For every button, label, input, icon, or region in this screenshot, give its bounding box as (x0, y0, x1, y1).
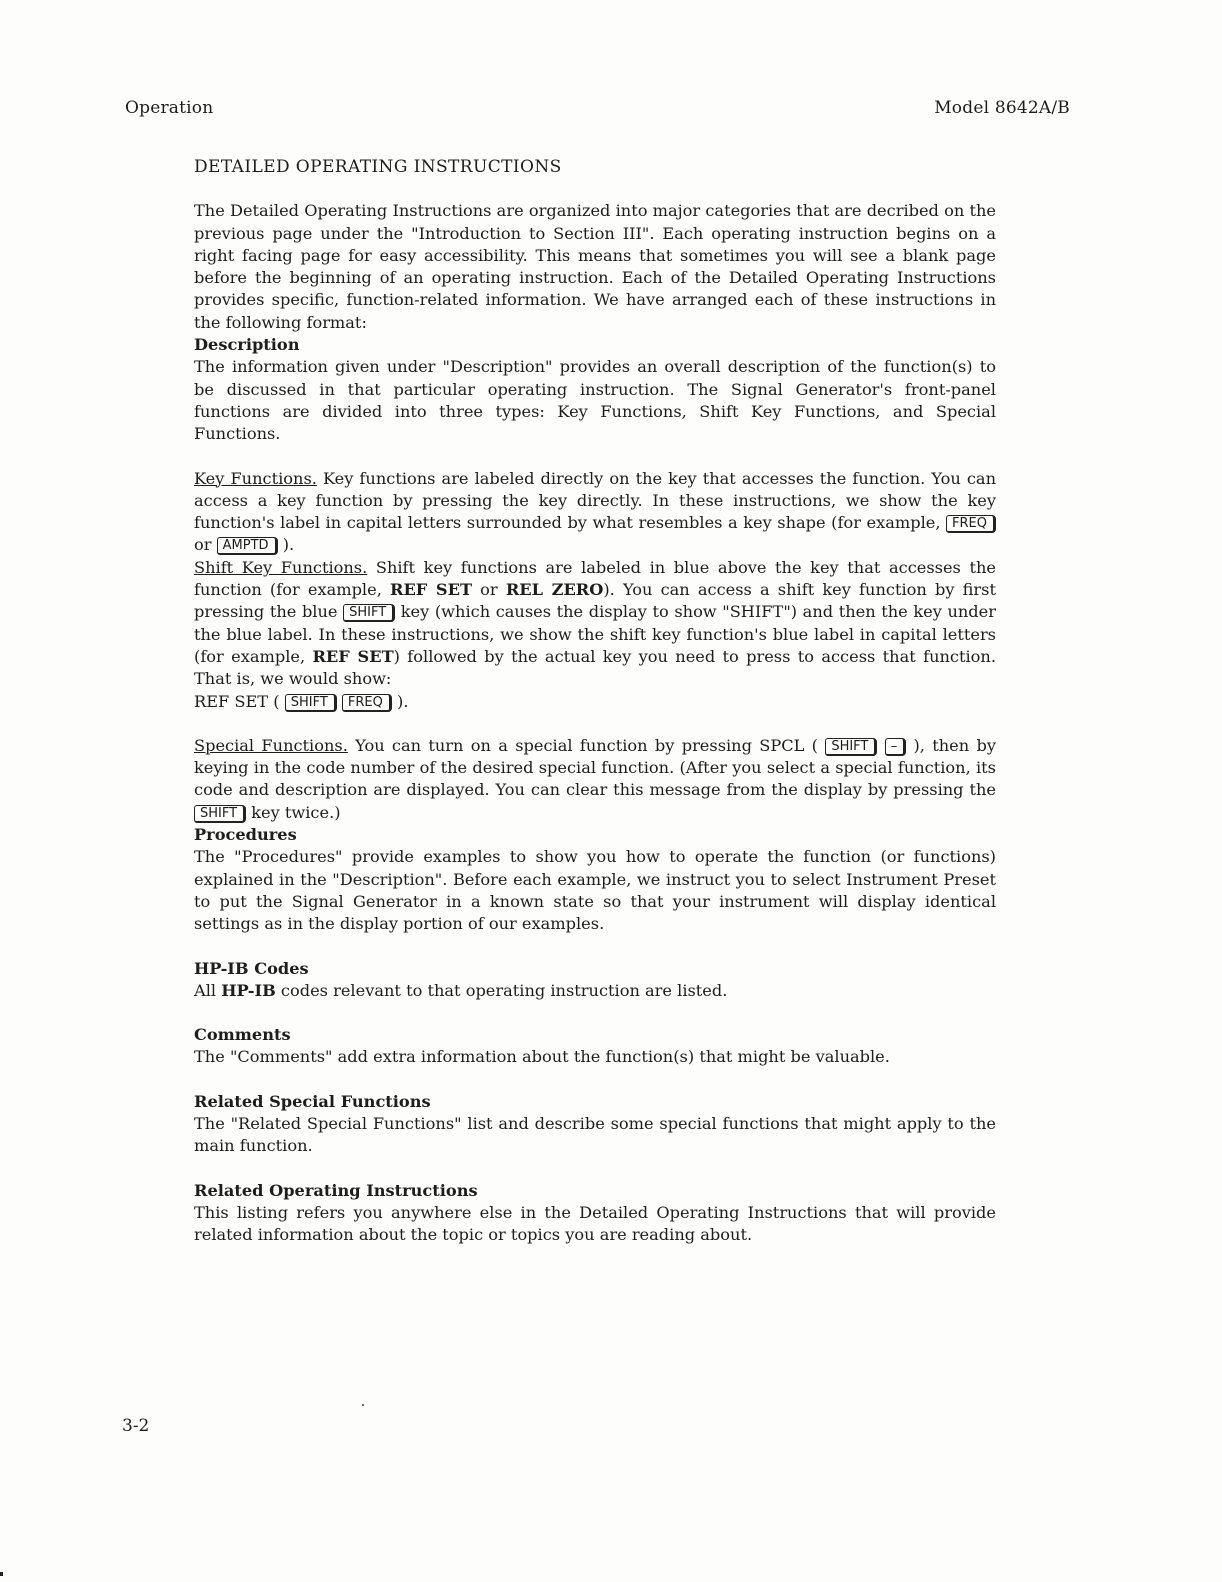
running-header-left: Operation (125, 98, 214, 118)
related-special-text: The "Related Special Functions" list and describe some special functions that might apply to the main function. (194, 1113, 996, 1156)
shift-text-3: ). You can access a shift key function by first pressing the blue (194, 580, 996, 622)
key-functions-text-1: Key functions are labeled directly on the key that accesses the function. You can access a key function by pressing the key directly. In these instructions, we show the key function's label in capital letters surrounded by what resembles a key shape (for example, (194, 468, 996, 533)
description-section (194, 334, 996, 445)
comments-section (194, 1024, 996, 1069)
key-functions-heading: Key Functions. (194, 468, 317, 488)
shift-key-icon: SHIFT (343, 604, 395, 622)
key-functions-text-3: ). (277, 535, 295, 555)
shift-text-1: Shift key functions are labeled in blue above the key that accesses the function (for example, (194, 557, 996, 600)
procedures-text: The "Procedures" provide examples to show you how to operate the function (or functions) explained in the "Description". Before each example, we instruct you to select Instrument Preset to put the Signal Generator in a known state so that your instrument will display identical settings as in the display portion of our examples. (194, 847, 996, 934)
comments-text: The "Comments" add extra information about the function(s) that might be valuable. (194, 1047, 890, 1067)
page-number: 3-2 (122, 1416, 150, 1436)
hpib-bold: HP-IB (221, 980, 276, 1000)
scan-speck (362, 1404, 364, 1406)
shift-text-4: key (which causes the display to show "SHIFT") and then the key under the blue label. In these instructions, we show the shift key function's blue label in capital letters (for example, (194, 602, 996, 666)
related-special-section (194, 1091, 996, 1158)
intro-paragraph: The Detailed Operating Instructions are organized into major categories that are decribed on the previous page under the "Introduction to Section III". Each operating instruction begins on a right facing page for easy accessibility. This means that sometimes you will see a blank page before the beginning of an operating instruction. Each of the Detailed Operating Instructions provides specific, function-related information. We have arranged each of these instructions in the following format: (194, 201, 996, 332)
key-functions-text-2: or (194, 535, 217, 555)
related-operating-heading: Related Operating Instructions (194, 1180, 478, 1200)
shift-text-2: or (472, 580, 506, 600)
shift-example-end: ). (391, 691, 409, 711)
hpib-codes-section (194, 958, 996, 1003)
key-functions-paragraph (194, 468, 996, 557)
special-text-1: You can turn on a special function by pressing SPCL ( (347, 735, 826, 755)
hpib-text-1: All (194, 980, 222, 1000)
shift-key-icon-spcl: SHIFT (825, 738, 877, 756)
hpib-codes-text (194, 980, 996, 1002)
ref-set-label-2: REF SET (312, 646, 394, 666)
freq-key-icon: FREQ (946, 515, 996, 533)
shift-key-functions-paragraph (194, 557, 996, 691)
hpib-codes-heading: HP-IB Codes (194, 958, 309, 978)
procedures-section (194, 824, 996, 935)
description-heading: Description (194, 335, 300, 355)
page-title: DETAILED OPERATING INSTRUCTIONS (194, 157, 562, 177)
shift-key-icon-example: SHIFT (285, 694, 337, 712)
shift-example-line (194, 691, 996, 713)
related-operating-text: This listing refers you anywhere else in the Detailed Operating Instructions that will provide related information about the topic or topics you are reading about. (194, 1202, 996, 1245)
description-text: The information given under "Description" provides an overall description of the function(s) to be discussed in that particular operating instruction. The Signal Generator's front-panel functions are divided into three types: Key Functions, Shift Key Functions, and Special Functions. (194, 357, 996, 444)
special-functions-paragraph (194, 735, 996, 824)
freq-key-icon-example: FREQ (342, 694, 392, 712)
shift-example-label: REF SET ( (194, 691, 285, 711)
comments-heading: Comments (194, 1025, 291, 1045)
shift-key-functions-section (194, 557, 996, 713)
rel-zero-label: REL ZERO (505, 580, 604, 600)
special-text-3: key twice.) (246, 802, 341, 822)
related-operating-section (194, 1180, 996, 1247)
scan-edge-mark (0, 1572, 3, 1576)
related-special-heading: Related Special Functions (194, 1091, 431, 1111)
minus-key-icon: – (885, 738, 907, 756)
shift-key-icon-clear: SHIFT (194, 805, 246, 823)
shift-text-5: ) followed by the actual key you need to press to access that function. That is, we would show: (194, 646, 996, 689)
hpib-text-2: codes relevant to that operating instruction are listed. (275, 980, 728, 1000)
shift-key-functions-heading: Shift Key Functions. (194, 557, 368, 577)
procedures-heading: Procedures (194, 825, 297, 845)
amptd-key-icon: AMPTD (217, 537, 278, 555)
ref-set-label: REF SET (390, 580, 473, 600)
special-functions-heading: Special Functions. (194, 735, 348, 755)
running-header-right: Model 8642A/B (934, 98, 1070, 118)
special-text-2: ), then by keying in the code number of the desired special function. (After you select a special function, its code and description are displayed. You can clear this message from the display by pressing the (194, 735, 997, 800)
page-content (194, 156, 996, 1268)
